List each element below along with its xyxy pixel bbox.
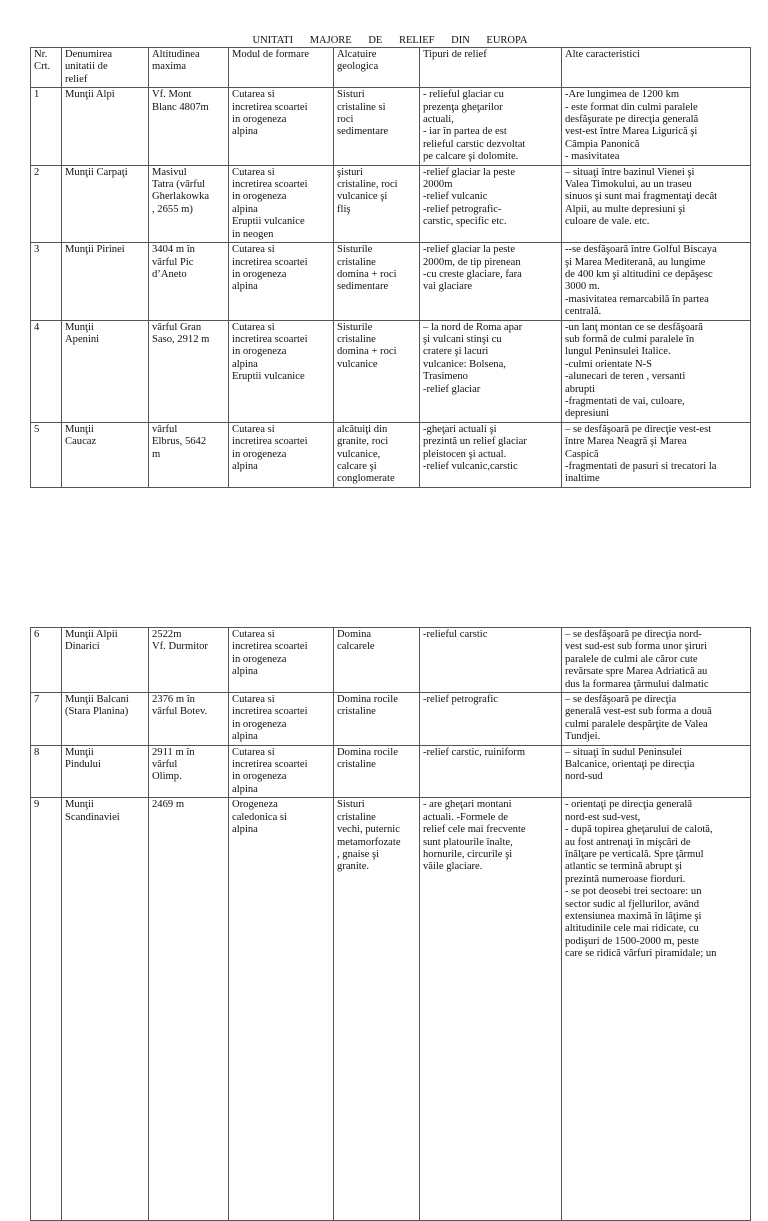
relief-type-cell: -relief carstic, ruiniform (420, 745, 562, 798)
name-cell: Munţii Alpii Dinarici (62, 628, 149, 693)
altitude-cell: 2469 m (149, 798, 229, 1221)
geology-cell: Sisturi cristaline vechi, puternic metamorfozate , gnaise şi granite. (334, 798, 420, 1221)
altitude-cell: vârful Elbrus, 5642 m (149, 422, 229, 487)
name-cell: Munţii Apenini (62, 320, 149, 422)
characteristics-cell: – situaţi între bazinul Vienei şi Valea Timokului, au un traseu sinuos şi sunt mai fragmentaţi decât Alpii, au multe depresiuni şi culoare de vale. etc. (562, 165, 751, 242)
nr-cell: 8 (31, 745, 62, 798)
nr-cell: 1 (31, 88, 62, 165)
name-cell: Munţii Caucaz (62, 422, 149, 487)
name-cell: Munţii Pirinei (62, 243, 149, 320)
nr-cell: 2 (31, 165, 62, 242)
altitude-cell: 2911 m în vârful Olimp. (149, 745, 229, 798)
table-row (31, 243, 751, 320)
header-row (31, 48, 751, 88)
characteristics-cell: - orientaţi pe direcţia generală nord-est sud-vest, - după topirea gheţarului de calotă, au fost antrenaţi în mişcări de înălţare pe verticală. Spre ţărmul atlantic se termină abrupt şi prezintă numeroase fiorduri. - se pot deosebi trei sectoare: un sector sudic al fjellurilor, având extensiunea maximă în lăţime şi altitudinile cele mai ridicate, cu podişuri de 1500-2000 m, peste care se ridică vârfuri piramidale; un (562, 798, 751, 1221)
table-row (31, 693, 751, 746)
characteristics-cell: --se desfăşoară între Golful Biscaya şi Marea Mediterană, au lungime de 400 km şi altitudini ce depăşesc 3000 m. -masivitatea remarcabilă în partea centrală. (562, 243, 751, 320)
nr-cell: 3 (31, 243, 62, 320)
relief-type-cell: – la nord de Roma apar şi vulcani stinşi cu cratere şi lacuri vulcanice: Bolsena, Trasimeno -relief glaciar (420, 320, 562, 422)
table-row (31, 798, 751, 1221)
characteristics-cell: -Are lungimea de 1200 km - este format din culmi paralele desfăşurate pe direcţia generală vest-est între Marea Ligurică şi Câmpia Panonică - masivitatea (562, 88, 751, 165)
altitude-cell: 3404 m în vârful Pic d’Aneto (149, 243, 229, 320)
formation-cell: Modul de formare (229, 48, 334, 88)
characteristics-cell: – se desfăşoară pe direcţia nord- vest sud-est sub forma unor şiruri paralele de culmi ale căror cute revărsate spre Marea Adriatică au dus la formarea ţărmului dalmatic (562, 628, 751, 693)
formation-cell: Cutarea si incretirea scoartei in orogeneza alpina Eruptii vulcanice (229, 320, 334, 422)
relief-table-part-1 (30, 47, 751, 488)
characteristics-cell: – se desfăşoară pe direcţia generală vest-est sub forma a două culmi paralele despărţite de Valea Tundjei. (562, 693, 751, 746)
altitude-cell: 2376 m în vârful Botev. (149, 693, 229, 746)
geology-cell: Sisturile cristaline domina + roci sedimentare (334, 243, 420, 320)
table-body (31, 48, 751, 488)
nr-cell: Nr. Crt. (31, 48, 62, 88)
table-row (31, 165, 751, 242)
relief-type-cell: -gheţari actuali şi prezintă un relief glaciar pleistocen şi actual. -relief vulcanic,carstic (420, 422, 562, 487)
geology-cell: Sisturile cristaline domina + roci vulcanice (334, 320, 420, 422)
geology-cell: Domina rocile cristaline (334, 693, 420, 746)
formation-cell: Orogeneza caledonica si alpina (229, 798, 334, 1221)
formation-cell: Cutarea si incretirea scoartei in orogeneza alpina (229, 88, 334, 165)
nr-cell: 6 (31, 628, 62, 693)
nr-cell: 5 (31, 422, 62, 487)
formation-cell: Cutarea si incretirea scoartei in orogeneza alpina Eruptii vulcanice in neogen (229, 165, 334, 242)
characteristics-cell: – se desfăşoară pe direcţie vest-est între Marea Neagră şi Marea Caspică -fragmentati de pasuri si trecatori la inaltime (562, 422, 751, 487)
relief-type-cell: -relief glaciar la peste 2000m, de tip pirenean -cu creste glaciare, fara vai glaciare (420, 243, 562, 320)
nr-cell: 4 (31, 320, 62, 422)
geology-cell: şisturi cristaline, roci vulcanice şi fliş (334, 165, 420, 242)
altitude-cell: Vf. Mont Blanc 4807m (149, 88, 229, 165)
geology-cell: Domina calcarele (334, 628, 420, 693)
nr-cell: 9 (31, 798, 62, 1221)
formation-cell: Cutarea si incretirea scoartei in orogeneza alpina (229, 628, 334, 693)
table-body (31, 628, 751, 1221)
table-row (31, 320, 751, 422)
relief-type-cell: - relieful glaciar cu prezenţa gheţarilor actuali, - iar în partea de est relieful carstic dezvoltat pe calcare şi dolomite. (420, 88, 562, 165)
table-row (31, 745, 751, 798)
relief-table-part-2 (30, 627, 751, 1221)
altitude-cell: Masivul Tatra (vârful Gherlakowka , 2655 m) (149, 165, 229, 242)
name-cell: Munţii Balcani (Stara Planina) (62, 693, 149, 746)
table-row (31, 422, 751, 487)
relief-type-cell: -relief glaciar la peste 2000m -relief vulcanic -relief petrografic- carstic, specific etc. (420, 165, 562, 242)
relief-type-cell: - are gheţari montani actuali. -Formele de relief cele mai frecvente sunt platourile înalte, hornurile, circurile şi văile glaciare. (420, 798, 562, 1221)
geology-cell: Alcatuire geologica (334, 48, 420, 88)
formation-cell: Cutarea si incretirea scoartei in orogeneza alpina (229, 693, 334, 746)
geology-cell: Sisturi cristaline si roci sedimentare (334, 88, 420, 165)
name-cell: Munţii Pindului (62, 745, 149, 798)
geology-cell: alcătuiţi din granite, roci vulcanice, calcare şi conglomerate (334, 422, 420, 487)
relief-type-cell: Tipuri de relief (420, 48, 562, 88)
characteristics-cell: Alte caracteristici (562, 48, 751, 88)
name-cell: Munţii Alpi (62, 88, 149, 165)
geology-cell: Domina rocile cristaline (334, 745, 420, 798)
document-title: UNITATI MAJORE DE RELIEF DIN EUROPA (252, 35, 528, 46)
characteristics-cell: – situaţi în sudul Peninsulei Balcanice, orientaţi pe direcţia nord-sud (562, 745, 751, 798)
name-cell: Munţii Scandinaviei (62, 798, 149, 1221)
altitude-cell: vârful Gran Saso, 2912 m (149, 320, 229, 422)
formation-cell: Cutarea si incretirea scoartei in orogeneza alpina (229, 243, 334, 320)
formation-cell: Cutarea si incretirea scoartei in orogeneza alpina (229, 422, 334, 487)
table-row (31, 628, 751, 693)
nr-cell: 7 (31, 693, 62, 746)
table-row (31, 88, 751, 165)
altitude-cell: 2522m Vf. Durmitor (149, 628, 229, 693)
relief-type-cell: -relieful carstic (420, 628, 562, 693)
name-cell: Munţii Carpaţi (62, 165, 149, 242)
relief-type-cell: -relief petrografic (420, 693, 562, 746)
name-cell: Denumirea unitatii de relief (62, 48, 149, 88)
characteristics-cell: -un lanţ montan ce se desfăşoară sub formă de culmi paralele în lungul Peninsulei Italice. -culmi orientate N-S -alunecari de teren , versanti abrupti -fragmentati de vai, culoare, depresiuni (562, 320, 751, 422)
altitude-cell: Altitudinea maxima (149, 48, 229, 88)
formation-cell: Cutarea si incretirea scoartei in orogeneza alpina (229, 745, 334, 798)
